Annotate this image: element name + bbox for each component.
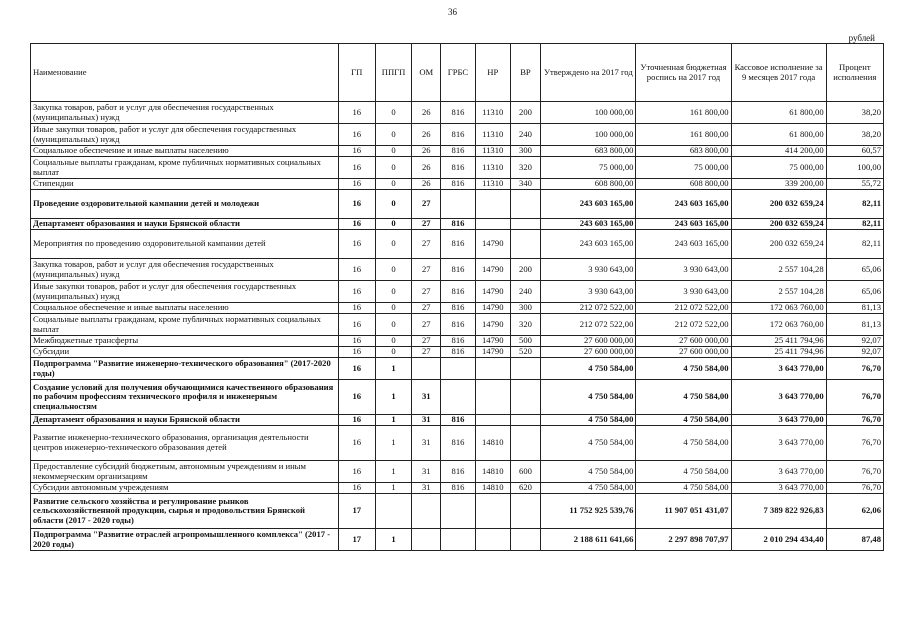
cell-ppgp: 1: [375, 426, 412, 461]
cell-gp: 16: [338, 219, 375, 230]
cell-cash: 2 557 104,28: [731, 281, 826, 303]
col-header-percent: Процент исполнения: [826, 44, 883, 102]
cell-approved: 4 750 584,00: [541, 426, 636, 461]
cell-refined: 243 603 165,00: [636, 190, 731, 219]
cell-name: Иные закупки товаров, работ и услуг для обеспечения государственных (муниципальных) нужд: [31, 124, 339, 146]
cell-approved: 4 750 584,00: [541, 415, 636, 426]
cell-om: 31: [412, 415, 441, 426]
cell-np: 14790: [475, 336, 510, 347]
cell-vr: 340: [510, 179, 541, 190]
cell-ppgp: 1: [375, 415, 412, 426]
cell-vr: 300: [510, 146, 541, 157]
cell-name: Создание условий для получения обучающимися качественного образования по рабочим профессиям технического профиля и инженерным специальностям: [31, 380, 339, 415]
table-row: [31, 529, 884, 551]
cell-approved: 11 752 925 539,76: [541, 494, 636, 529]
cell-np: [475, 415, 510, 426]
cell-refined: 243 603 165,00: [636, 219, 731, 230]
cell-grbs: 816: [441, 461, 476, 483]
cell-ppgp: 1: [375, 358, 412, 380]
cell-approved: 3 930 643,00: [541, 259, 636, 281]
cell-gp: 16: [338, 179, 375, 190]
cell-refined: 683 800,00: [636, 146, 731, 157]
cell-om: [412, 529, 441, 551]
cell-vr: [510, 426, 541, 461]
cell-approved: 100 000,00: [541, 102, 636, 124]
cell-np: 11310: [475, 157, 510, 179]
cell-ppgp: 0: [375, 219, 412, 230]
cell-om: 31: [412, 483, 441, 494]
cell-np: 14790: [475, 347, 510, 358]
cell-approved: 100 000,00: [541, 124, 636, 146]
cell-name: Субсидии: [31, 347, 339, 358]
cell-gp: 16: [338, 380, 375, 415]
cell-percent: 82,11: [826, 230, 883, 259]
cell-refined: 4 750 584,00: [636, 415, 731, 426]
cell-refined: 161 800,00: [636, 124, 731, 146]
cell-cash: 2 010 294 434,40: [731, 529, 826, 551]
table-row: [31, 102, 884, 124]
cell-cash: 172 063 760,00: [731, 314, 826, 336]
table-row: [31, 190, 884, 219]
table-row: [31, 124, 884, 146]
cell-om: 26: [412, 124, 441, 146]
cell-grbs: 816: [441, 426, 476, 461]
cell-ppgp: 0: [375, 102, 412, 124]
cell-gp: 16: [338, 336, 375, 347]
cell-np: [475, 190, 510, 219]
cell-np: 14790: [475, 314, 510, 336]
table-row: [31, 314, 884, 336]
cell-name: Закупка товаров, работ и услуг для обеспечения государственных (муниципальных) нужд: [31, 259, 339, 281]
cell-gp: 16: [338, 281, 375, 303]
cell-percent: 76,70: [826, 426, 883, 461]
cell-refined: 212 072 522,00: [636, 314, 731, 336]
cell-vr: 200: [510, 102, 541, 124]
cell-approved: 243 603 165,00: [541, 230, 636, 259]
table-row: [31, 259, 884, 281]
cell-gp: 16: [338, 157, 375, 179]
cell-gp: 16: [338, 146, 375, 157]
cell-percent: 76,70: [826, 415, 883, 426]
cell-gp: 16: [338, 190, 375, 219]
cell-vr: 300: [510, 303, 541, 314]
cell-ppgp: 0: [375, 314, 412, 336]
cell-approved: 4 750 584,00: [541, 380, 636, 415]
table-row: [31, 157, 884, 179]
col-header-np: НР: [475, 44, 510, 102]
cell-name: Развитие инженерно-технического образования, организация деятельности центров инженерно-технического образования детей: [31, 426, 339, 461]
cell-cash: 200 032 659,24: [731, 219, 826, 230]
cell-vr: 500: [510, 336, 541, 347]
cell-gp: 16: [338, 426, 375, 461]
cell-grbs: 816: [441, 179, 476, 190]
cell-cash: 172 063 760,00: [731, 303, 826, 314]
table-row: [31, 415, 884, 426]
table-row: [31, 281, 884, 303]
col-header-gp: ГП: [338, 44, 375, 102]
cell-np: [475, 380, 510, 415]
cell-refined: 608 800,00: [636, 179, 731, 190]
cell-ppgp: [375, 494, 412, 529]
cell-approved: 212 072 522,00: [541, 314, 636, 336]
cell-name: Закупка товаров, работ и услуг для обеспечения государственных (муниципальных) нужд: [31, 102, 339, 124]
cell-np: [475, 529, 510, 551]
col-header-cash: Кассовое исполнение за 9 месяцев 2017 года: [731, 44, 826, 102]
cell-grbs: 816: [441, 259, 476, 281]
cell-ppgp: 0: [375, 179, 412, 190]
cell-gp: 16: [338, 347, 375, 358]
cell-cash: 3 643 770,00: [731, 380, 826, 415]
cell-name: Социальное обеспечение и иные выплаты населению: [31, 146, 339, 157]
cell-cash: 61 800,00: [731, 124, 826, 146]
cell-np: 14810: [475, 426, 510, 461]
cell-approved: 243 603 165,00: [541, 219, 636, 230]
units-label: рублей: [848, 33, 875, 43]
cell-np: 11310: [475, 146, 510, 157]
cell-cash: 25 411 794,96: [731, 336, 826, 347]
cell-percent: 65,06: [826, 259, 883, 281]
table-row: [31, 494, 884, 529]
cell-grbs: [441, 380, 476, 415]
cell-name: Проведение оздоровительной кампании детей и молодежи: [31, 190, 339, 219]
cell-refined: 212 072 522,00: [636, 303, 731, 314]
cell-grbs: 816: [441, 303, 476, 314]
cell-percent: 76,70: [826, 380, 883, 415]
cell-approved: 27 600 000,00: [541, 347, 636, 358]
cell-om: 27: [412, 347, 441, 358]
cell-percent: 62,06: [826, 494, 883, 529]
cell-np: 14810: [475, 483, 510, 494]
cell-cash: 3 643 770,00: [731, 461, 826, 483]
cell-refined: 75 000,00: [636, 157, 731, 179]
cell-gp: 16: [338, 483, 375, 494]
cell-om: 27: [412, 190, 441, 219]
cell-refined: 243 603 165,00: [636, 230, 731, 259]
cell-om: 31: [412, 380, 441, 415]
cell-gp: 17: [338, 494, 375, 529]
cell-om: 26: [412, 157, 441, 179]
cell-percent: 92,07: [826, 336, 883, 347]
cell-np: 11310: [475, 179, 510, 190]
cell-percent: 60,57: [826, 146, 883, 157]
cell-vr: 240: [510, 281, 541, 303]
col-header-grbs: ГРБС: [441, 44, 476, 102]
cell-refined: 27 600 000,00: [636, 336, 731, 347]
cell-np: 11310: [475, 124, 510, 146]
cell-vr: 520: [510, 347, 541, 358]
cell-percent: 76,70: [826, 483, 883, 494]
table-row: [31, 483, 884, 494]
table-row: [31, 219, 884, 230]
cell-om: 27: [412, 259, 441, 281]
cell-refined: 3 930 643,00: [636, 259, 731, 281]
cell-name: Социальные выплаты гражданам, кроме публичных нормативных социальных выплат: [31, 314, 339, 336]
cell-name: Субсидии автономным учреждениям: [31, 483, 339, 494]
cell-vr: 320: [510, 314, 541, 336]
cell-approved: 608 800,00: [541, 179, 636, 190]
col-header-om: ОМ: [412, 44, 441, 102]
cell-cash: 61 800,00: [731, 102, 826, 124]
cell-om: 31: [412, 426, 441, 461]
cell-np: 14790: [475, 230, 510, 259]
cell-vr: 240: [510, 124, 541, 146]
cell-ppgp: 1: [375, 529, 412, 551]
cell-name: Стипендии: [31, 179, 339, 190]
cell-percent: 65,06: [826, 281, 883, 303]
table-header: [31, 44, 884, 102]
cell-approved: 4 750 584,00: [541, 461, 636, 483]
cell-approved: 2 188 611 641,66: [541, 529, 636, 551]
cell-cash: 200 032 659,24: [731, 190, 826, 219]
table-row: [31, 358, 884, 380]
cell-refined: 4 750 584,00: [636, 483, 731, 494]
cell-approved: 212 072 522,00: [541, 303, 636, 314]
col-header-ppgp: ППГП: [375, 44, 412, 102]
cell-ppgp: 0: [375, 347, 412, 358]
cell-gp: 16: [338, 461, 375, 483]
cell-ppgp: 0: [375, 146, 412, 157]
cell-vr: [510, 219, 541, 230]
cell-cash: 3 643 770,00: [731, 415, 826, 426]
cell-approved: 27 600 000,00: [541, 336, 636, 347]
cell-vr: 320: [510, 157, 541, 179]
cell-cash: 200 032 659,24: [731, 230, 826, 259]
cell-vr: [510, 415, 541, 426]
cell-refined: 4 750 584,00: [636, 461, 731, 483]
cell-ppgp: 0: [375, 281, 412, 303]
cell-percent: 38,20: [826, 124, 883, 146]
cell-ppgp: 0: [375, 190, 412, 219]
cell-name: Социальные выплаты гражданам, кроме публичных нормативных социальных выплат: [31, 157, 339, 179]
table-row: [31, 146, 884, 157]
cell-cash: 3 643 770,00: [731, 426, 826, 461]
table-row: [31, 461, 884, 483]
page-number: 36: [448, 7, 457, 17]
cell-grbs: 816: [441, 219, 476, 230]
cell-refined: 4 750 584,00: [636, 380, 731, 415]
cell-approved: 3 930 643,00: [541, 281, 636, 303]
cell-percent: 82,11: [826, 219, 883, 230]
cell-np: 14810: [475, 461, 510, 483]
cell-grbs: 816: [441, 483, 476, 494]
table-row: [31, 380, 884, 415]
cell-percent: 55,72: [826, 179, 883, 190]
budget-table: [30, 43, 884, 551]
cell-om: 27: [412, 336, 441, 347]
col-header-vr: ВР: [510, 44, 541, 102]
cell-percent: 92,07: [826, 347, 883, 358]
cell-gp: 16: [338, 314, 375, 336]
cell-ppgp: 1: [375, 461, 412, 483]
table-row: [31, 426, 884, 461]
cell-ppgp: 0: [375, 259, 412, 281]
cell-om: 26: [412, 102, 441, 124]
table-row: [31, 303, 884, 314]
table-row: [31, 347, 884, 358]
cell-np: 11310: [475, 102, 510, 124]
cell-ppgp: 0: [375, 124, 412, 146]
cell-np: 14790: [475, 281, 510, 303]
cell-grbs: 816: [441, 281, 476, 303]
cell-grbs: [441, 190, 476, 219]
col-header-name: Наименование: [31, 44, 339, 102]
cell-name: Департамент образования и науки Брянской области: [31, 219, 339, 230]
cell-om: 26: [412, 146, 441, 157]
cell-gp: 16: [338, 230, 375, 259]
cell-om: 27: [412, 230, 441, 259]
cell-gp: 17: [338, 529, 375, 551]
cell-np: [475, 219, 510, 230]
cell-np: [475, 358, 510, 380]
cell-cash: 339 200,00: [731, 179, 826, 190]
cell-name: Межбюджетные трансферты: [31, 336, 339, 347]
cell-grbs: [441, 494, 476, 529]
cell-grbs: 816: [441, 124, 476, 146]
cell-name: Подпрограмма "Развитие отраслей агропромышленного комплекса" (2017 - 2020 годы): [31, 529, 339, 551]
cell-gp: 16: [338, 124, 375, 146]
cell-vr: [510, 230, 541, 259]
cell-grbs: 816: [441, 347, 476, 358]
cell-approved: 4 750 584,00: [541, 483, 636, 494]
cell-grbs: 816: [441, 230, 476, 259]
cell-vr: 200: [510, 259, 541, 281]
table-row: [31, 336, 884, 347]
cell-vr: [510, 529, 541, 551]
cell-refined: 3 930 643,00: [636, 281, 731, 303]
cell-percent: 76,70: [826, 461, 883, 483]
cell-name: Социальное обеспечение и иные выплаты населению: [31, 303, 339, 314]
cell-refined: 4 750 584,00: [636, 358, 731, 380]
cell-ppgp: 1: [375, 380, 412, 415]
cell-om: 27: [412, 219, 441, 230]
cell-om: 31: [412, 461, 441, 483]
cell-gp: 16: [338, 259, 375, 281]
cell-cash: 7 389 822 926,83: [731, 494, 826, 529]
cell-np: [475, 494, 510, 529]
cell-name: Департамент образования и науки Брянской области: [31, 415, 339, 426]
cell-name: Мероприятия по проведению оздоровительной кампании детей: [31, 230, 339, 259]
cell-name: Развитие сельского хозяйства и регулирование рынков сельскохозяйственной продукции, сырья и продовольствия Брянской области (2017 - 2020 годы): [31, 494, 339, 529]
cell-grbs: 816: [441, 146, 476, 157]
cell-name: Иные закупки товаров, работ и услуг для обеспечения государственных (муниципальных) нужд: [31, 281, 339, 303]
cell-approved: 4 750 584,00: [541, 358, 636, 380]
cell-grbs: 816: [441, 314, 476, 336]
cell-np: 14790: [475, 303, 510, 314]
cell-ppgp: 0: [375, 303, 412, 314]
cell-refined: 11 907 051 431,07: [636, 494, 731, 529]
cell-percent: 82,11: [826, 190, 883, 219]
cell-cash: 2 557 104,28: [731, 259, 826, 281]
col-header-approved: Утверждено на 2017 год: [541, 44, 636, 102]
cell-vr: [510, 190, 541, 219]
cell-vr: [510, 380, 541, 415]
cell-grbs: 816: [441, 157, 476, 179]
cell-om: 27: [412, 281, 441, 303]
cell-ppgp: 1: [375, 483, 412, 494]
table-row: [31, 230, 884, 259]
cell-vr: [510, 494, 541, 529]
cell-om: 27: [412, 303, 441, 314]
cell-gp: 16: [338, 358, 375, 380]
cell-cash: 75 000,00: [731, 157, 826, 179]
cell-grbs: [441, 358, 476, 380]
cell-refined: 4 750 584,00: [636, 426, 731, 461]
cell-refined: 161 800,00: [636, 102, 731, 124]
cell-om: 26: [412, 179, 441, 190]
cell-percent: 100,00: [826, 157, 883, 179]
cell-vr: 620: [510, 483, 541, 494]
cell-gp: 16: [338, 303, 375, 314]
cell-cash: 3 643 770,00: [731, 483, 826, 494]
cell-gp: 16: [338, 415, 375, 426]
cell-ppgp: 0: [375, 230, 412, 259]
cell-refined: 27 600 000,00: [636, 347, 731, 358]
cell-percent: 76,70: [826, 358, 883, 380]
cell-cash: 25 411 794,96: [731, 347, 826, 358]
cell-om: 27: [412, 314, 441, 336]
cell-refined: 2 297 898 707,97: [636, 529, 731, 551]
cell-percent: 38,20: [826, 102, 883, 124]
cell-vr: [510, 358, 541, 380]
cell-grbs: 816: [441, 336, 476, 347]
cell-ppgp: 0: [375, 336, 412, 347]
cell-approved: 683 800,00: [541, 146, 636, 157]
cell-cash: 3 643 770,00: [731, 358, 826, 380]
cell-grbs: 816: [441, 102, 476, 124]
cell-grbs: 816: [441, 415, 476, 426]
cell-cash: 414 200,00: [731, 146, 826, 157]
cell-np: 14790: [475, 259, 510, 281]
cell-percent: 81,13: [826, 314, 883, 336]
cell-percent: 81,13: [826, 303, 883, 314]
cell-name: Подпрограмма "Развитие инженерно-технического образования" (2017-2020 годы): [31, 358, 339, 380]
cell-percent: 87,48: [826, 529, 883, 551]
table-row: [31, 179, 884, 190]
cell-approved: 243 603 165,00: [541, 190, 636, 219]
cell-grbs: [441, 529, 476, 551]
col-header-refined: Уточненная бюджетная роспись на 2017 год: [636, 44, 731, 102]
cell-gp: 16: [338, 102, 375, 124]
cell-approved: 75 000,00: [541, 157, 636, 179]
cell-om: [412, 494, 441, 529]
cell-om: [412, 358, 441, 380]
cell-ppgp: 0: [375, 157, 412, 179]
cell-name: Предоставление субсидий бюджетным, автономным учреждениям и иным некоммерческим организациям: [31, 461, 339, 483]
cell-vr: 600: [510, 461, 541, 483]
